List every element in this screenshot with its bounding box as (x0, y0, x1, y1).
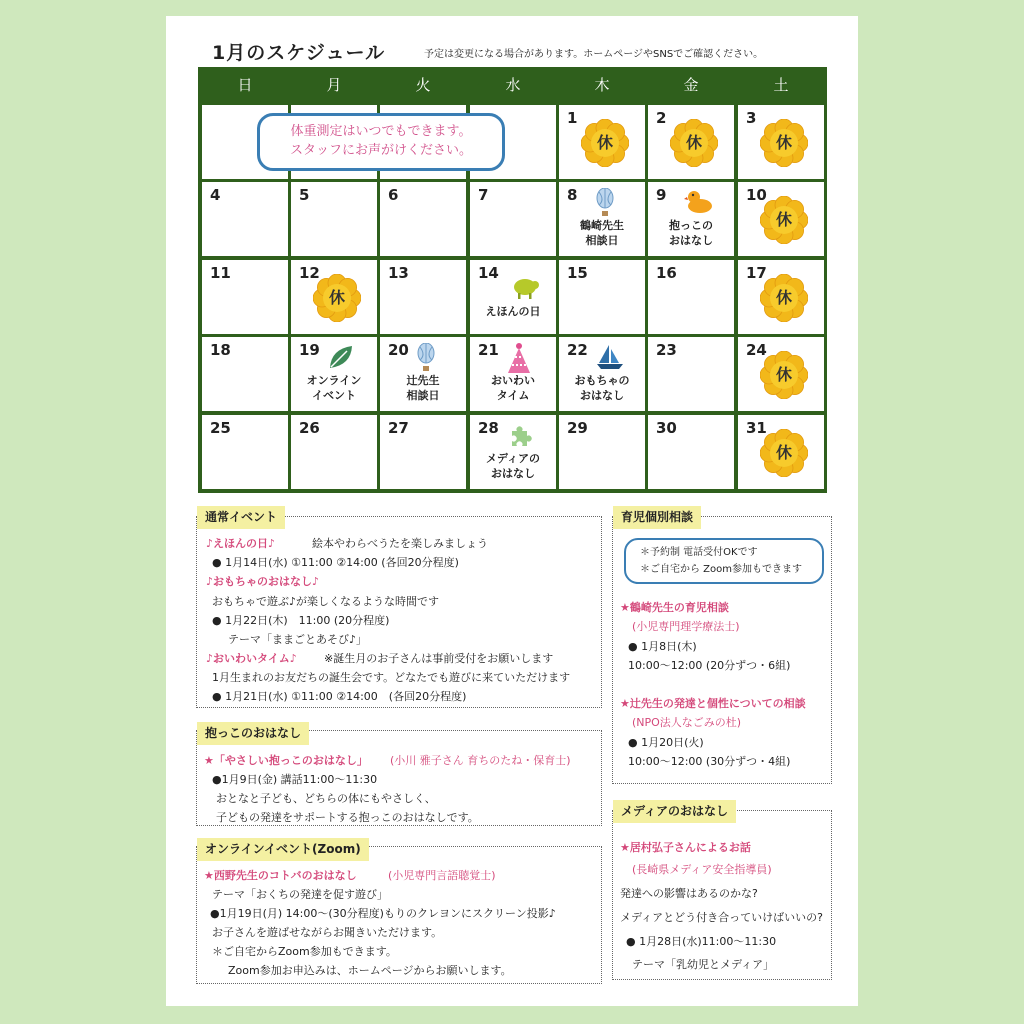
closed-day-flower-icon (581, 119, 629, 167)
duck-icon (684, 188, 714, 218)
ehon-desc: 絵本やわらべうたを楽しみましょう (312, 537, 488, 550)
calendar-day (738, 415, 824, 489)
media-theme: テーマ「乳幼児とメディア」 (632, 958, 775, 971)
birthday-desc: 1月生まれのお友だちの誕生会です。どなたでも遊びに来ていただけます (212, 671, 571, 684)
calendar-day (738, 260, 824, 334)
day-number: 7 (478, 186, 489, 204)
calendar-day (380, 260, 466, 334)
media-title: ★居村弘子さんによるお話 (620, 841, 751, 854)
dakko-desc-1: おとなと子ども、どちらの体にもやさしく、 (216, 792, 436, 805)
event-caption: おはなし (669, 234, 713, 247)
day-number: 22 (567, 341, 588, 359)
consultation-tag: 育児個別相談 (613, 506, 701, 529)
event-caption: 相談日 (406, 389, 440, 402)
leaf-icon (327, 343, 355, 375)
calendar-day (648, 182, 734, 256)
weekday-header: 土 (773, 76, 789, 94)
balloon-icon (416, 343, 436, 377)
calendar-day (648, 260, 734, 334)
day-number: 23 (656, 341, 677, 359)
notice-line-2: スタッフにお声がけください。 (289, 143, 472, 158)
toy-theme: テーマ「ままごとあそび♪」 (228, 633, 368, 646)
tsuji-time: 10:00～12:00 (30分ずつ・4組) (628, 755, 791, 768)
regular-events-tag: 通常イベント (197, 506, 285, 529)
puzzle-icon (506, 421, 536, 455)
closed-label: 休 (596, 133, 613, 152)
toy-title: ♪おもちゃのおはなし♪ (206, 575, 320, 588)
event-caption: えほんの日 (485, 305, 541, 318)
closed-day-flower-icon (760, 196, 808, 244)
balloon-icon (595, 188, 615, 222)
weekday-header: 水 (505, 76, 521, 94)
closed-day-flower-icon (670, 119, 718, 167)
calendar-day (559, 337, 645, 411)
dakko-speaker: (小川 雅子さん 育ちのたね・保育士) (390, 754, 571, 767)
event-caption: おもちゃの (574, 374, 630, 387)
day-number: 17 (746, 264, 767, 282)
online-title: ★西野先生のコトバのおはなし (204, 869, 357, 882)
online-desc: お子さんを遊ばせながらお聞きいただけます。 (212, 926, 443, 939)
birthday-title: ♪おいわいタイム♪ (206, 652, 297, 665)
day-number: 14 (478, 264, 499, 282)
day-number: 8 (567, 186, 578, 204)
event-caption: おはなし (491, 467, 535, 480)
day-number: 20 (388, 341, 409, 359)
day-number: 3 (746, 109, 757, 127)
day-number: 12 (299, 264, 320, 282)
event-caption: オンライン (306, 374, 362, 387)
calendar-day (291, 415, 377, 489)
day-number: 9 (656, 186, 667, 204)
day-number: 5 (299, 186, 310, 204)
weekday-header: 木 (594, 76, 610, 94)
day-number: 10 (746, 186, 767, 204)
tsuji-title: ★辻先生の発達と個性についての相談 (620, 697, 806, 710)
day-number: 18 (210, 341, 231, 359)
birthday-note: ※誕生月のお子さんは事前受付をお願いします (324, 652, 554, 665)
calendar-day (559, 182, 645, 256)
closed-label: 休 (775, 443, 792, 462)
weekday-header: 火 (415, 76, 431, 94)
closed-label: 休 (685, 133, 702, 152)
online-zoom-note: ＊ご自宅からZoom参加もできます。 (212, 945, 397, 958)
calendar-day (470, 415, 556, 489)
online-date: ●1月19日(月) 14:00～(30分程度)もりのクレヨンにスクリーン投影♪ (210, 907, 556, 920)
tsurusaki-role: (小児専門理学療法士) (632, 620, 740, 633)
calendar-day (380, 415, 466, 489)
consultation-info-box (624, 538, 824, 584)
media-q1: 発達への影響はあるのかな? (620, 887, 758, 900)
day-number: 2 (656, 109, 667, 127)
tsuji-date: ● 1月20日(火) (628, 736, 704, 749)
page-title: 1月のスケジュール (212, 42, 386, 64)
online-speaker: (小児専門言語聴覚士) (388, 869, 496, 882)
calendar-day (291, 182, 377, 256)
day-number: 27 (388, 419, 409, 437)
day-number: 19 (299, 341, 320, 359)
change-notice: 予定は変更になる場合があります。ホームページやSNSでご確認ください。 (424, 49, 764, 60)
day-number: 31 (746, 419, 767, 437)
notice-line-1: 体重測定はいつでもできます。 (290, 124, 472, 139)
event-caption: イベント (312, 389, 356, 402)
media-q2: メディアとどう付き合っていけばいいの? (620, 911, 823, 924)
calendar-day (559, 415, 645, 489)
calendar-day (291, 337, 377, 411)
dakko-tag: 抱っこのおはなし (197, 722, 309, 745)
calendar-day (470, 260, 556, 334)
birthday-date: ● 1月21日(水) ①11:00 ②14:00 (各回20分程度) (212, 690, 467, 703)
event-caption: 鶴崎先生 (580, 219, 624, 232)
dakko-desc-2: 子どもの発達をサポートする抱っこのおはなしです。 (216, 811, 479, 824)
dakko-date: ●1月9日(金) 講話11:00～11:30 (212, 773, 378, 786)
closed-label: 休 (775, 210, 792, 229)
calendar-day (738, 337, 824, 411)
closed-day-flower-icon (760, 119, 808, 167)
ehon-date: ● 1月14日(水) ①11:00 ②14:00 (各回20分程度) (212, 556, 459, 569)
online-signup: Zoom参加お申込みは、ホームページからお願いします。 (228, 964, 512, 977)
media-speaker-role: (長崎県メディア安全指導員) (632, 863, 772, 876)
calendar-day (202, 337, 288, 411)
calendar-day (202, 415, 288, 489)
calendar-day (648, 415, 734, 489)
calendar-day (738, 182, 824, 256)
dakko-title: ★「やさしい抱っこのおはなし」 (204, 754, 368, 767)
event-caption: 辻先生 (406, 374, 440, 387)
ehon-title: ♪えほんの日♪ (206, 537, 276, 550)
day-number: 1 (567, 109, 578, 127)
calendar-day (380, 337, 466, 411)
calendar-day (470, 337, 556, 411)
tsuji-org: (NPO法人なごみの杜) (632, 716, 742, 729)
event-caption: 抱っこの (669, 219, 713, 232)
day-number: 16 (656, 264, 677, 282)
online-theme: テーマ「おくちの発達を促す遊び」 (212, 888, 388, 901)
day-number: 28 (478, 419, 499, 437)
calendar-day (380, 182, 466, 256)
closed-day-flower-icon (760, 429, 808, 477)
tsurusaki-date: ● 1月8日(木) (628, 640, 697, 653)
weight-measurement-notice (257, 113, 505, 171)
calendar-day (470, 182, 556, 256)
toy-date: ● 1月22日(木) 11:00 (20分程度) (212, 614, 390, 627)
closed-day-flower-icon (313, 274, 361, 322)
weekday-header: 金 (683, 76, 699, 94)
day-number: 4 (210, 186, 221, 204)
calendar-day (738, 105, 824, 179)
calendar-day (202, 260, 288, 334)
calendar-day (648, 337, 734, 411)
day-number: 26 (299, 419, 320, 437)
online-event-tag: オンラインイベント(Zoom) (197, 838, 369, 861)
closed-day-flower-icon (760, 351, 808, 399)
day-number: 21 (478, 341, 499, 359)
day-number: 6 (388, 186, 399, 204)
calendar-day (202, 182, 288, 256)
day-number: 13 (388, 264, 409, 282)
day-number: 30 (656, 419, 677, 437)
event-caption: おはなし (580, 389, 624, 402)
day-number: 15 (567, 264, 588, 282)
closed-label: 休 (775, 365, 792, 384)
event-caption: 相談日 (585, 234, 619, 247)
sheep-icon (510, 276, 540, 304)
closed-label: 休 (328, 288, 345, 307)
calendar-day (559, 260, 645, 334)
media-tag: メディアのおはなし (613, 800, 736, 823)
day-number: 25 (210, 419, 231, 437)
tsurusaki-title: ★鶴崎先生の育児相談 (620, 601, 729, 614)
consultation-reservation: ＊予約制 電話受付OKです (640, 547, 758, 558)
closed-day-flower-icon (760, 274, 808, 322)
day-number: 11 (210, 264, 231, 282)
calendar-day (648, 105, 734, 179)
event-caption: メディアの (485, 452, 541, 465)
weekday-header: 日 (237, 76, 253, 94)
consultation-zoom: ＊ご自宅から Zoom参加もできます (640, 564, 803, 575)
calendar-day (291, 260, 377, 334)
tsurusaki-time: 10:00～12:00 (20分ずつ・6組) (628, 659, 791, 672)
event-caption: タイム (496, 389, 530, 402)
closed-label: 休 (775, 133, 792, 152)
sailboat-icon (595, 343, 625, 375)
calendar-day (559, 105, 645, 179)
day-number: 24 (746, 341, 767, 359)
media-date: ● 1月28日(水)11:00～11:30 (626, 935, 777, 948)
event-caption: おいわい (491, 374, 535, 387)
closed-label: 休 (775, 288, 792, 307)
weekday-header: 月 (326, 76, 342, 94)
toy-desc: おもちゃで遊ぶ♪が楽しくなるような時間です (212, 595, 440, 608)
day-number: 29 (567, 419, 588, 437)
